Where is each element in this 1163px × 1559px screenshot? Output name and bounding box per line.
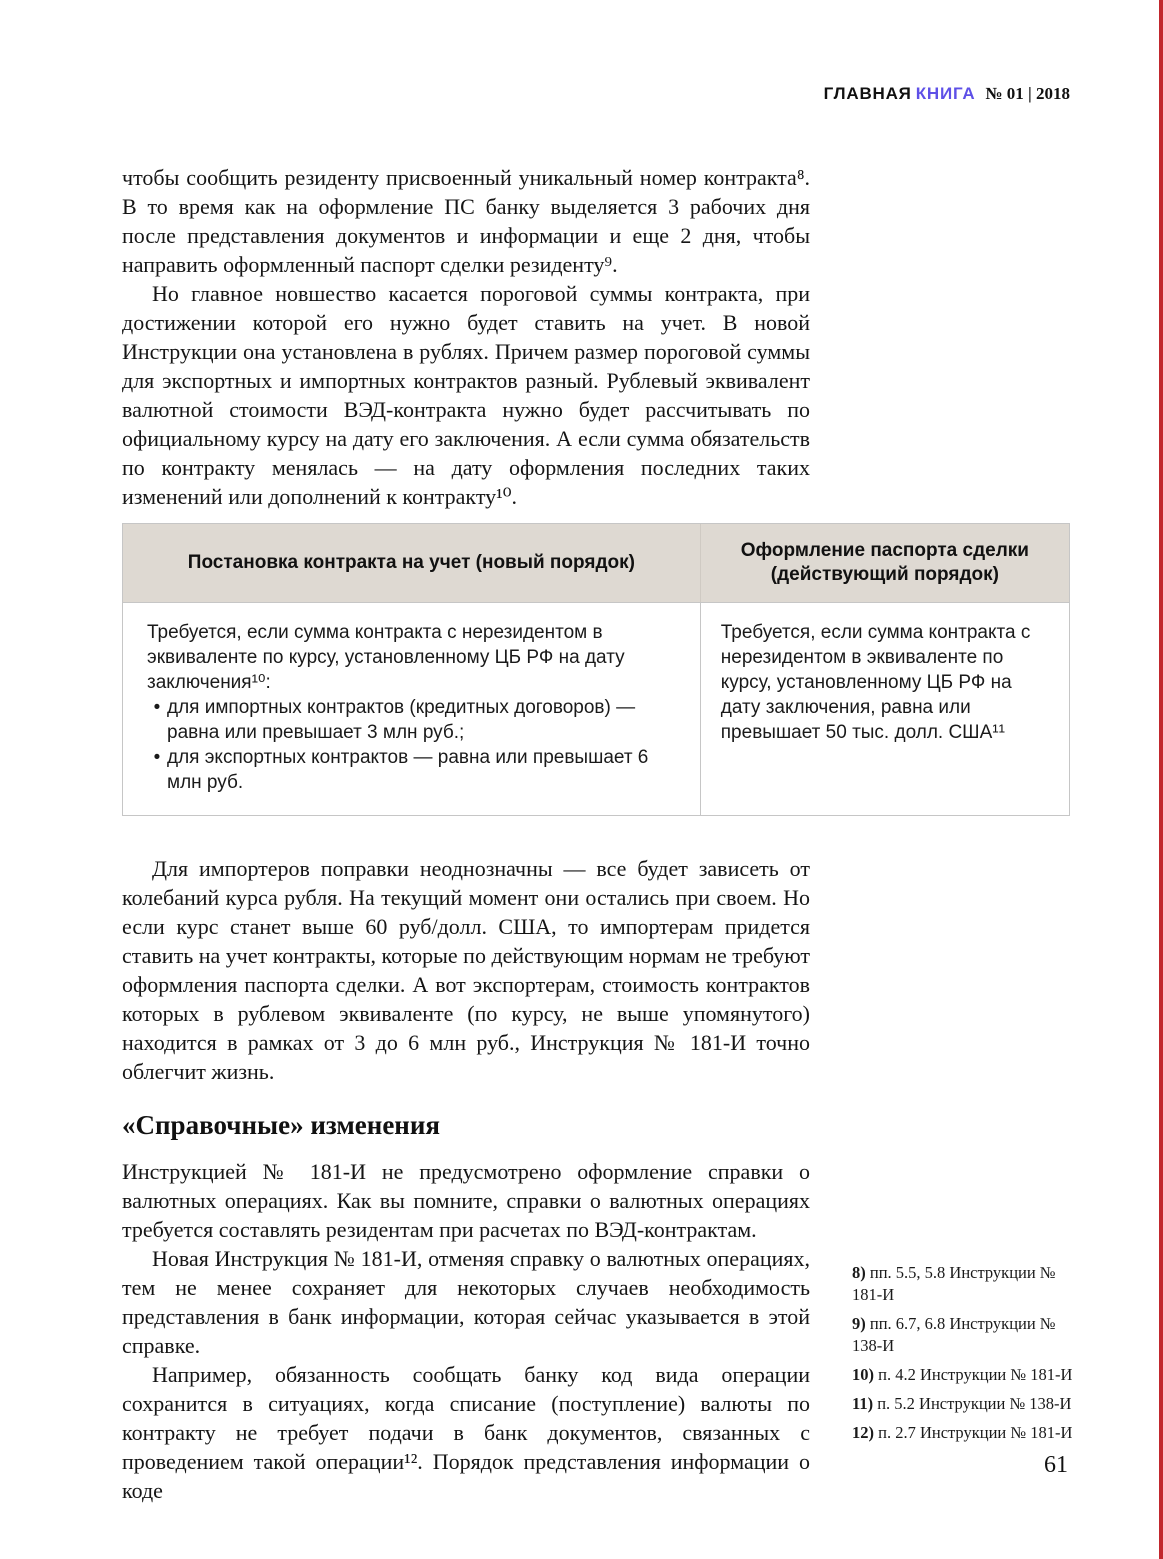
footnote-8 (852, 1262, 1080, 1306)
paragraph-keeps-info: Новая Инструкция № 181-И, отменяя справку о валютных операциях, тем не менее сохраняет для некоторых случаев необходимость представления в банк информации, которая сейчас указывается в этой справке. (122, 1246, 810, 1358)
table-bullet-export-text: • для экспортных контрактов — равна или превышает 6 млн руб. (167, 747, 649, 793)
table-body-row (123, 603, 1069, 815)
masthead-issue-number: № 01 | 2018 (985, 84, 1070, 103)
masthead-brand-purple: КНИГА (915, 84, 976, 103)
masthead (0, 84, 1070, 104)
footnote-11 (852, 1393, 1080, 1415)
masthead-brand-black: ГЛАВНАЯ (823, 84, 912, 103)
table-header-current-order: Оформление паспорта сделки (действующий порядок) (700, 524, 1069, 602)
comparison-table (122, 523, 1070, 816)
footnote-12 (852, 1422, 1080, 1444)
section-heading: «Справочные» изменения (122, 1110, 441, 1140)
table-bullet-import-text: • для импортных контрактов (кредитных договоров) — равна или превышает 3 млн руб.; (167, 697, 636, 743)
paragraph-operation-code: Например, обязанность сообщать банку код вида операции сохранится в ситуациях, когда списание (поступление) валюты по контракту не требует подачи в банк документов, связанных с проведением такой операции¹². Порядок представления информации о коде (122, 1362, 810, 1503)
page-edge-accent-rule (1159, 0, 1163, 1559)
table-cell-new-order (123, 603, 700, 815)
footnote-10-text: п. 4.2 Инструкции № 181-И (878, 1365, 1073, 1384)
paragraph-importers-exporters: Для импортеров поправки неоднозначны — все будет зависеть от колебаний курса рубля. На текущий момент они остались при своем. Но если курс станет выше 60 руб/долл. США, то импортерам придется ставить на учет контракты, которые по действующим нормам не требуют оформления паспорта сделки. А вот экспортерам, стоимость контрактов которых в рублевом эквиваленте (по курсу, не выше упомянутого) находится в рамках от 3 до 6 млн руб., Инструкция № 181-И точно облегчит жизнь. (122, 856, 810, 1084)
footnote-8-number: 8) (852, 1263, 866, 1282)
table-bullet-export (147, 745, 680, 795)
footnote-12-number: 12) (852, 1423, 874, 1442)
table-header-row (123, 524, 1069, 603)
footnote-11-text: п. 5.2 Инструкции № 138-И (877, 1394, 1072, 1413)
paragraph-contract-number: чтобы сообщить резиденту присвоенный уникальный номер контракта⁸. В то время как на оформление ПС банку выделяется 3 рабочих дня после представления документов и информации и еще 2 дня, чтобы направить оформленный паспорт сделки резиденту⁹. (122, 165, 810, 277)
footnote-9 (852, 1313, 1080, 1357)
footnotes-sidebar (852, 1262, 1080, 1451)
table-cell-current-order: Требуется, если сумма контракта с нерезидентом в эквиваленте по курсу, установленному ЦБ РФ на дату заключения, равна или превышает 50 тыс. долл. США¹¹ (700, 603, 1069, 815)
paragraph-threshold-sum: Но главное новшество касается пороговой суммы контракта, при достижении которой его нужно будет ставить на учет. В новой Инструкции она установлена в рублях. Причем размер пороговой суммы для экспортных и импортных контрактов разный. Рублевый эквивалент валютной стоимости ВЭД-контракта нужно будет рассчитывать по официальному курсу на дату его заключения. А если сумма обязательств по контракту менялась — на дату оформления последних таких изменений или дополнений к контракту¹⁰. (122, 281, 810, 509)
table-cell-new-order-intro: Требуется, если сумма контракта с нерезидентом в эквиваленте по курсу, установленному ЦБ РФ на дату заключения¹⁰: (147, 622, 625, 693)
table-bullet-import (147, 695, 680, 745)
table-header-new-order: Постановка контракта на учет (новый порядок) (187, 552, 635, 573)
footnote-9-number: 9) (852, 1314, 866, 1333)
footnote-9-text: пп. 6.7, 6.8 Инструкции № 138-И (852, 1314, 1056, 1355)
footnote-10 (852, 1364, 1080, 1386)
footnote-10-number: 10) (852, 1365, 874, 1384)
footnote-8-text: пп. 5.5, 5.8 Инструкции № 181-И (852, 1263, 1056, 1304)
footnote-12-text: п. 2.7 Инструкции № 181-И (878, 1423, 1073, 1442)
footnote-11-number: 11) (852, 1394, 874, 1413)
page-number: 61 (1044, 1452, 1068, 1478)
paragraph-no-certificate: Инструкцией № 181-И не предусмотрено оформление справки о валютных операциях. Как вы помните, справки о валютных операциях требуется составлять резидентам при расчетах по ВЭД-контрактам. (122, 1159, 810, 1242)
